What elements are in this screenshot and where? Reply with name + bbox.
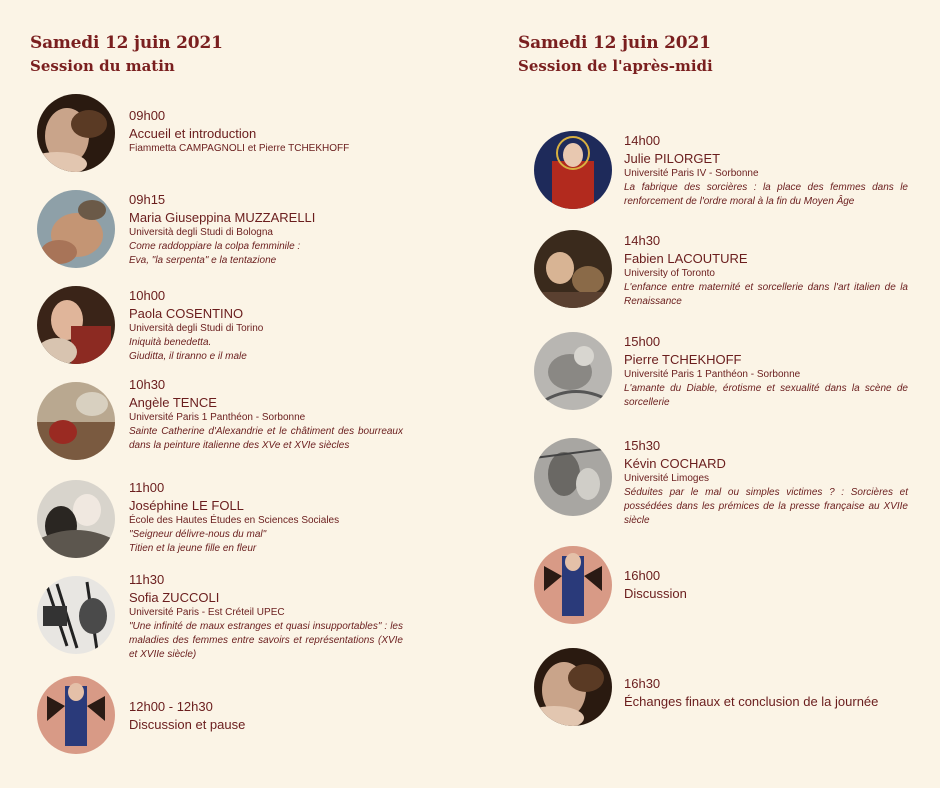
painting-thumbnail (37, 94, 115, 172)
time-label: 11h30 (129, 572, 165, 587)
affiliation: Università degli Studi di Bologna (129, 227, 273, 238)
painting-thumbnail (534, 332, 612, 410)
morning-session-title: Session du matin (30, 57, 175, 75)
time-label: 15h00 (624, 334, 661, 349)
painting-thumbnail (37, 576, 115, 654)
time-label: 11h00 (129, 480, 165, 495)
time-label: 14h30 (624, 233, 661, 248)
painting-thumbnail (534, 648, 612, 726)
affiliation: Università degli Studi di Torino (129, 323, 264, 334)
time-label: 10h30 (129, 377, 166, 392)
time-label: 09h15 (129, 192, 166, 207)
painting-thumbnail (37, 676, 115, 754)
talk-title: L'amante du Diable, érotisme et sexualité dans la scène de sorcellerie (624, 383, 908, 408)
time-label: 12h00 - 12h30 (129, 699, 213, 714)
affiliation: University of Toronto (624, 268, 715, 279)
speaker-name: Paola COSENTINO (129, 306, 244, 321)
speaker-name: Angèle TENCE (129, 395, 217, 410)
time-label: 16h30 (624, 676, 661, 691)
talk-title: Come raddoppiare la colpa femminile : Eva, "la serpenta" e la tentazione (129, 241, 301, 266)
affiliation: École des Hautes Études en Sciences Sociales (129, 515, 340, 526)
speaker-name: Accueil et introduction (129, 126, 257, 141)
afternoon-session-title: Session de l'après-midi (518, 57, 713, 75)
talk-title: L'enfance entre maternité et sorcellerie dans l'art italien de la Renaissance (624, 282, 908, 307)
session-label: Échanges finaux et conclusion de la journée (624, 694, 879, 709)
session-label: Discussion (624, 586, 687, 601)
painting-thumbnail (37, 480, 115, 558)
painting-thumbnail (534, 230, 612, 308)
speaker-name: Sofia ZUCCOLI (129, 590, 220, 605)
afternoon-date: Samedi 12 juin 2021 (518, 33, 711, 53)
painting-thumbnail (37, 286, 115, 364)
talk-title: La fabrique des sorcières : la place des femmes dans le renforcement de l'ordre moral à la fin du Moyen Âge (624, 182, 908, 207)
morning-date: Samedi 12 juin 2021 (30, 33, 223, 53)
painting-thumbnail (37, 190, 115, 268)
afternoon-header (518, 33, 713, 75)
time-label: 10h00 (129, 288, 166, 303)
speaker-name: Kévin COCHARD (624, 456, 726, 471)
painting-thumbnail (534, 438, 612, 516)
affiliation: Université Limoges (624, 473, 710, 484)
affiliation: Université Paris 1 Panthéon - Sorbonne (624, 369, 801, 380)
talk-title: Sainte Catherine d'Alexandrie et le châtiment des bourreaux dans la peinture italienne des XVe et XVIe siècles (129, 426, 403, 451)
talk-title: Séduites par le mal ou simples victimes ? : Sorcières et possédées dans les prémices de la presse française au XVIIe siècle (624, 487, 908, 526)
time-label: 16h00 (624, 568, 661, 583)
affiliation: Université Paris IV - Sorbonne (624, 168, 759, 179)
session-label: Discussion et pause (129, 717, 246, 732)
time-label: 09h00 (129, 108, 166, 123)
time-label: 14h00 (624, 133, 661, 148)
talk-title: Iniquità benedetta. Giuditta, il tiranno e il male (129, 337, 247, 362)
speaker-name: Fabien LACOUTURE (624, 251, 748, 266)
speaker-name: Julie PILORGET (624, 151, 721, 166)
painting-thumbnail (534, 546, 612, 624)
affiliation: Université Paris - Est Créteil UPEC (129, 607, 285, 618)
talk-title: "Une infinité de maux estranges et quasi insupportables" : les maladies des femmes entre savoirs et représentations (XVIe et XVIIe siècle) (129, 621, 403, 660)
morning-header (30, 33, 223, 75)
affiliation: Fiammetta CAMPAGNOLI et Pierre TCHEKHOFF (129, 143, 350, 154)
speaker-name: Joséphine LE FOLL (129, 498, 244, 513)
speaker-name: Pierre TCHEKHOFF (624, 352, 742, 367)
speaker-name: Maria Giuseppina MUZZARELLI (129, 210, 316, 225)
painting-thumbnail (37, 382, 115, 460)
affiliation: Université Paris 1 Panthéon - Sorbonne (129, 412, 306, 423)
time-label: 15h30 (624, 438, 661, 453)
talk-title: "Seigneur délivre-nous du mal" Titien et la jeune fille en fleur (129, 529, 267, 554)
painting-thumbnail (534, 131, 612, 209)
